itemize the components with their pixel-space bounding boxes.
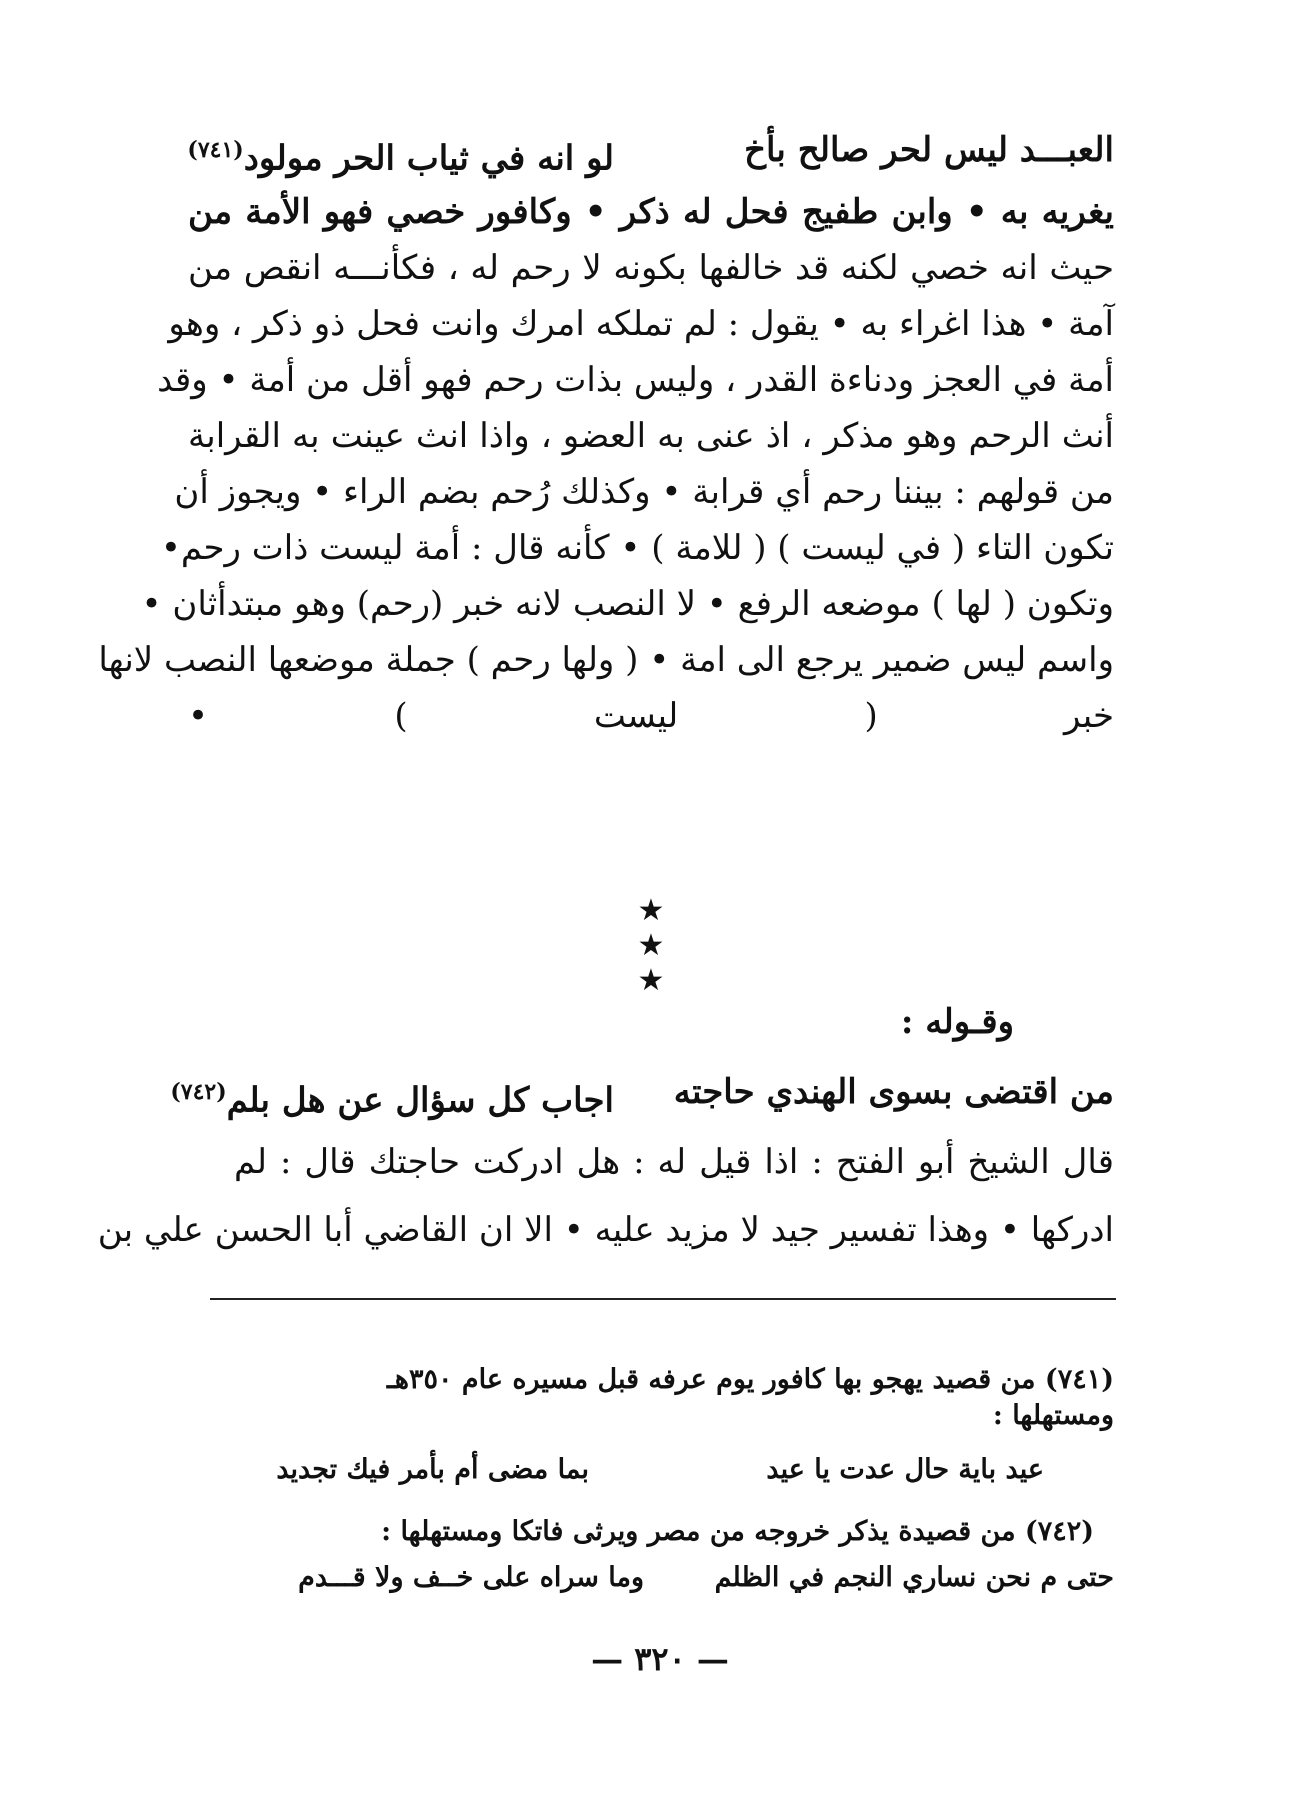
commentary-1-line-6: من قولهم : بيننا رحم أي قرابة • وكذلك رُحم بضم الراء • ويجوز أن <box>174 472 1114 512</box>
verse-2-hemistich-2-text: اجاب كل سؤال عن هل بلم <box>226 1080 614 1121</box>
footnote-741-verse-h1: عيد باية حال عدت يا عيد <box>766 1454 1044 1485</box>
commentary-1-line-3: آمة • هذا اغراء به • يقول : لم تملكه امرك وانت فحل ذو ذكر ، وهو <box>168 304 1114 344</box>
footnote-ref-741: (٧٤١) <box>187 137 244 163</box>
footnote-742-verse-h2: وما سراه على خــف ولا قـــدم <box>298 1562 644 1593</box>
page-number: — ٣٢٠ — <box>591 1640 729 1678</box>
verse-2-hemistich-2 <box>170 1070 614 1122</box>
footnote-742-line-1: (٧٤٢) من قصيدة يذكر خروجه من مصر ويرثى فاتكا ومستهلها : <box>381 1516 1094 1547</box>
commentary-1-line-7: تكون التاء ( في ليست ) ( للامة ) • كأنه قال : أمة ليست ذات رحم• <box>160 528 1114 568</box>
footnote-741-line-1: (٧٤١) من قصيد يهجو بها كافور يوم عرفه قبل مسيره عام ٣٥٠هـ <box>386 1364 1114 1395</box>
commentary-1-line-4: أمة في العجز ودناءة القدر ، وليس بذات رحم فهو أقل من أمة • وقد <box>157 360 1114 400</box>
footnote-divider <box>210 1298 1116 1300</box>
verse-2-hemistich-1: من اقتضى بسوى الهندي حاجته <box>673 1072 1114 1112</box>
commentary-2-line-2: ادركها • وهذا تفسير جيد لا مزيد عليه • الا ان القاضي أبا الحسن علي بن <box>97 1210 1114 1250</box>
commentary-1-line-1: يغريه به • وابن طفيج فحل له ذكر • وكافور خصي فهو الأمة من <box>188 192 1114 232</box>
footnote-ref-742: (٧٤٢) <box>170 1079 227 1105</box>
footnote-741-line-2: ومستهلها : <box>992 1400 1114 1431</box>
commentary-1-line-2: حيث انه خصي لكنه قد خالفها بكونه لا رحم له ، فكأنـــه انقص من <box>188 248 1114 288</box>
commentary-1-line-8: وتكون ( لها ) موضعه الرفع • لا النصب لانه خبر (رحم) وهو مبتدأثان • <box>141 584 1114 624</box>
footnote-741-verse-h2: بما مضى أم بأمر فيك تجديد <box>276 1454 589 1485</box>
commentary-1-line-5: أنث الرحم وهو مذكر ، اذ عنى به العضو ، واذا انث عينت به القرابة <box>188 416 1114 456</box>
commentary-1-line-10: خبر ( ليست ) • <box>188 696 1114 736</box>
verse-1-hemistich-2 <box>187 128 614 180</box>
commentary-2-line-1: قال الشيخ أبو الفتح : اذا قيل له : هل ادركت حاجتك قال : لم <box>234 1142 1114 1182</box>
commentary-1-line-9: واسم ليس ضمير يرجع الى امة • ( ولها رحم ) جملة موضعها النصب لانها <box>98 640 1114 680</box>
footnote-742-verse-h1: حتى م نحن نساري النجم في الظلم <box>714 1562 1114 1593</box>
intro-label: وقـوله : <box>900 1002 1014 1042</box>
verse-1-hemistich-2-text: لو انه في ثياب الحر مولود <box>243 138 614 179</box>
verse-1-hemistich-1: العبـــد ليس لحر صالح بأخ <box>744 130 1114 170</box>
section-separator-stars: ★ ★ ★ <box>637 893 693 998</box>
